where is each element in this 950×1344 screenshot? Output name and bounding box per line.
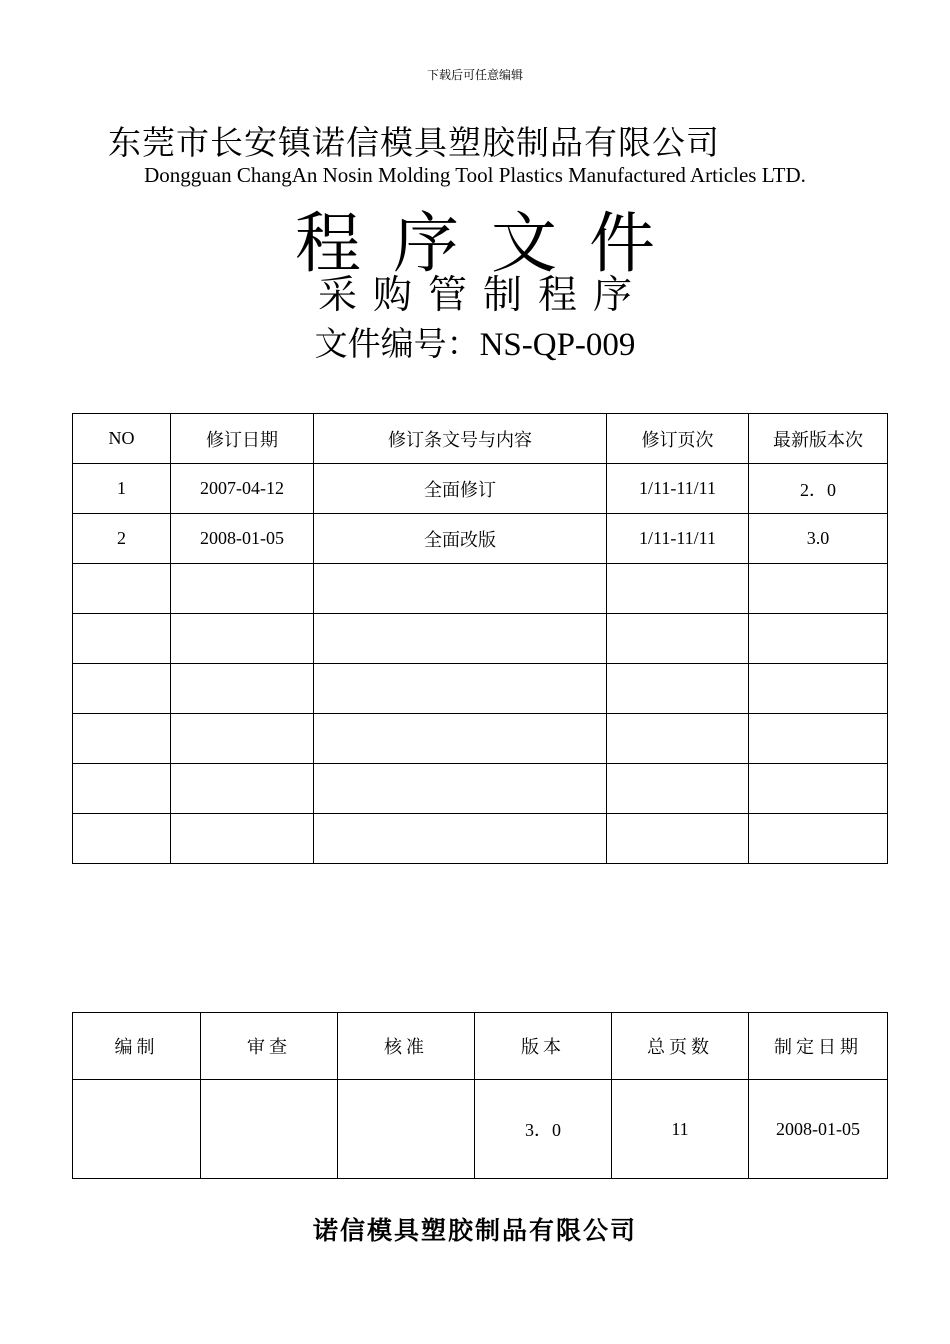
footer-company-name: 诺信模具塑胶制品有限公司 xyxy=(312,1216,637,1245)
revision-cell xyxy=(171,664,314,714)
revision-header-row xyxy=(73,414,888,464)
table-row xyxy=(73,514,888,564)
revision-cell: 1/11-11/11 xyxy=(607,514,749,564)
approval-value-cell: 3．0 xyxy=(475,1080,612,1179)
revision-header-cell: NO xyxy=(73,414,171,464)
table-row xyxy=(73,664,888,714)
approval-value-cell: 2008-01-05 xyxy=(749,1080,888,1179)
revision-cell xyxy=(607,664,749,714)
revision-cell xyxy=(607,814,749,864)
revision-cell: 1 xyxy=(73,464,171,514)
revision-header-cell: 最新版本次 xyxy=(749,414,888,464)
approval-header-cell: 版本 xyxy=(475,1013,612,1080)
approval-value-cell xyxy=(73,1080,201,1179)
revision-cell: 3.0 xyxy=(749,514,888,564)
revision-cell xyxy=(607,764,749,814)
revision-cell xyxy=(607,714,749,764)
approval-value-cell xyxy=(201,1080,338,1179)
revision-cell: 2008-01-05 xyxy=(171,514,314,564)
revision-cell xyxy=(171,564,314,614)
revision-cell xyxy=(171,614,314,664)
revision-header-cell: 修订条文号与内容 xyxy=(314,414,607,464)
document-title: 采购管制程序 xyxy=(317,273,648,318)
approval-header-cell: 编制 xyxy=(73,1013,201,1080)
revision-cell xyxy=(607,614,749,664)
revision-cell xyxy=(171,714,314,764)
revision-cell: 全面修订 xyxy=(314,464,607,514)
revision-cell: 1/11-11/11 xyxy=(607,464,749,514)
revision-cell xyxy=(73,714,171,764)
revision-cell xyxy=(749,714,888,764)
approval-value-cell: 11 xyxy=(612,1080,749,1179)
approval-header-row xyxy=(73,1013,888,1080)
revision-cell: 2007-04-12 xyxy=(171,464,314,514)
approval-header-cell: 核准 xyxy=(338,1013,475,1080)
revision-cell xyxy=(749,614,888,664)
revision-header-cell: 修订页次 xyxy=(607,414,749,464)
revision-cell xyxy=(314,764,607,814)
revision-cell xyxy=(749,764,888,814)
revision-cell xyxy=(171,814,314,864)
revision-cell xyxy=(314,664,607,714)
revision-cell: 2 xyxy=(73,514,171,564)
approval-value-row xyxy=(73,1080,888,1179)
revision-history-table xyxy=(72,413,888,864)
document-number-label: 文件编号： xyxy=(314,324,480,363)
approval-header-cell: 制定日期 xyxy=(749,1013,888,1080)
table-row xyxy=(73,564,888,614)
revision-cell xyxy=(749,664,888,714)
revision-cell xyxy=(749,564,888,614)
revision-cell xyxy=(73,664,171,714)
revision-cell xyxy=(749,814,888,864)
revision-cell xyxy=(314,814,607,864)
company-name-chinese: 东莞市长安镇诺信模具塑胶制品有限公司 xyxy=(108,123,720,162)
revision-header-cell: 修订日期 xyxy=(171,414,314,464)
revision-cell xyxy=(314,714,607,764)
revision-cell xyxy=(73,614,171,664)
approval-table xyxy=(72,1012,888,1179)
document-number xyxy=(0,318,950,365)
table-row xyxy=(73,614,888,664)
header-note: 下载后可任意编辑 xyxy=(426,68,523,82)
document-type: 程序文件 xyxy=(295,205,687,282)
revision-cell xyxy=(314,564,607,614)
approval-value-cell xyxy=(338,1080,475,1179)
table-row xyxy=(73,714,888,764)
revision-cell: 全面改版 xyxy=(314,514,607,564)
revision-cell xyxy=(73,564,171,614)
table-row xyxy=(73,764,888,814)
approval-header-cell: 审查 xyxy=(201,1013,338,1080)
revision-cell: 2．0 xyxy=(749,464,888,514)
table-row xyxy=(73,814,888,864)
approval-header-cell: 总页数 xyxy=(612,1013,749,1080)
table-row xyxy=(73,464,888,514)
document-number-value: NS-QP-009 xyxy=(479,327,636,363)
revision-cell xyxy=(73,764,171,814)
revision-cell xyxy=(314,614,607,664)
revision-cell xyxy=(73,814,171,864)
revision-cell xyxy=(171,764,314,814)
revision-cell xyxy=(607,564,749,614)
company-name-english: Dongguan ChangAn Nosin Molding Tool Plastics Manufactured Articles LTD. xyxy=(144,163,806,187)
